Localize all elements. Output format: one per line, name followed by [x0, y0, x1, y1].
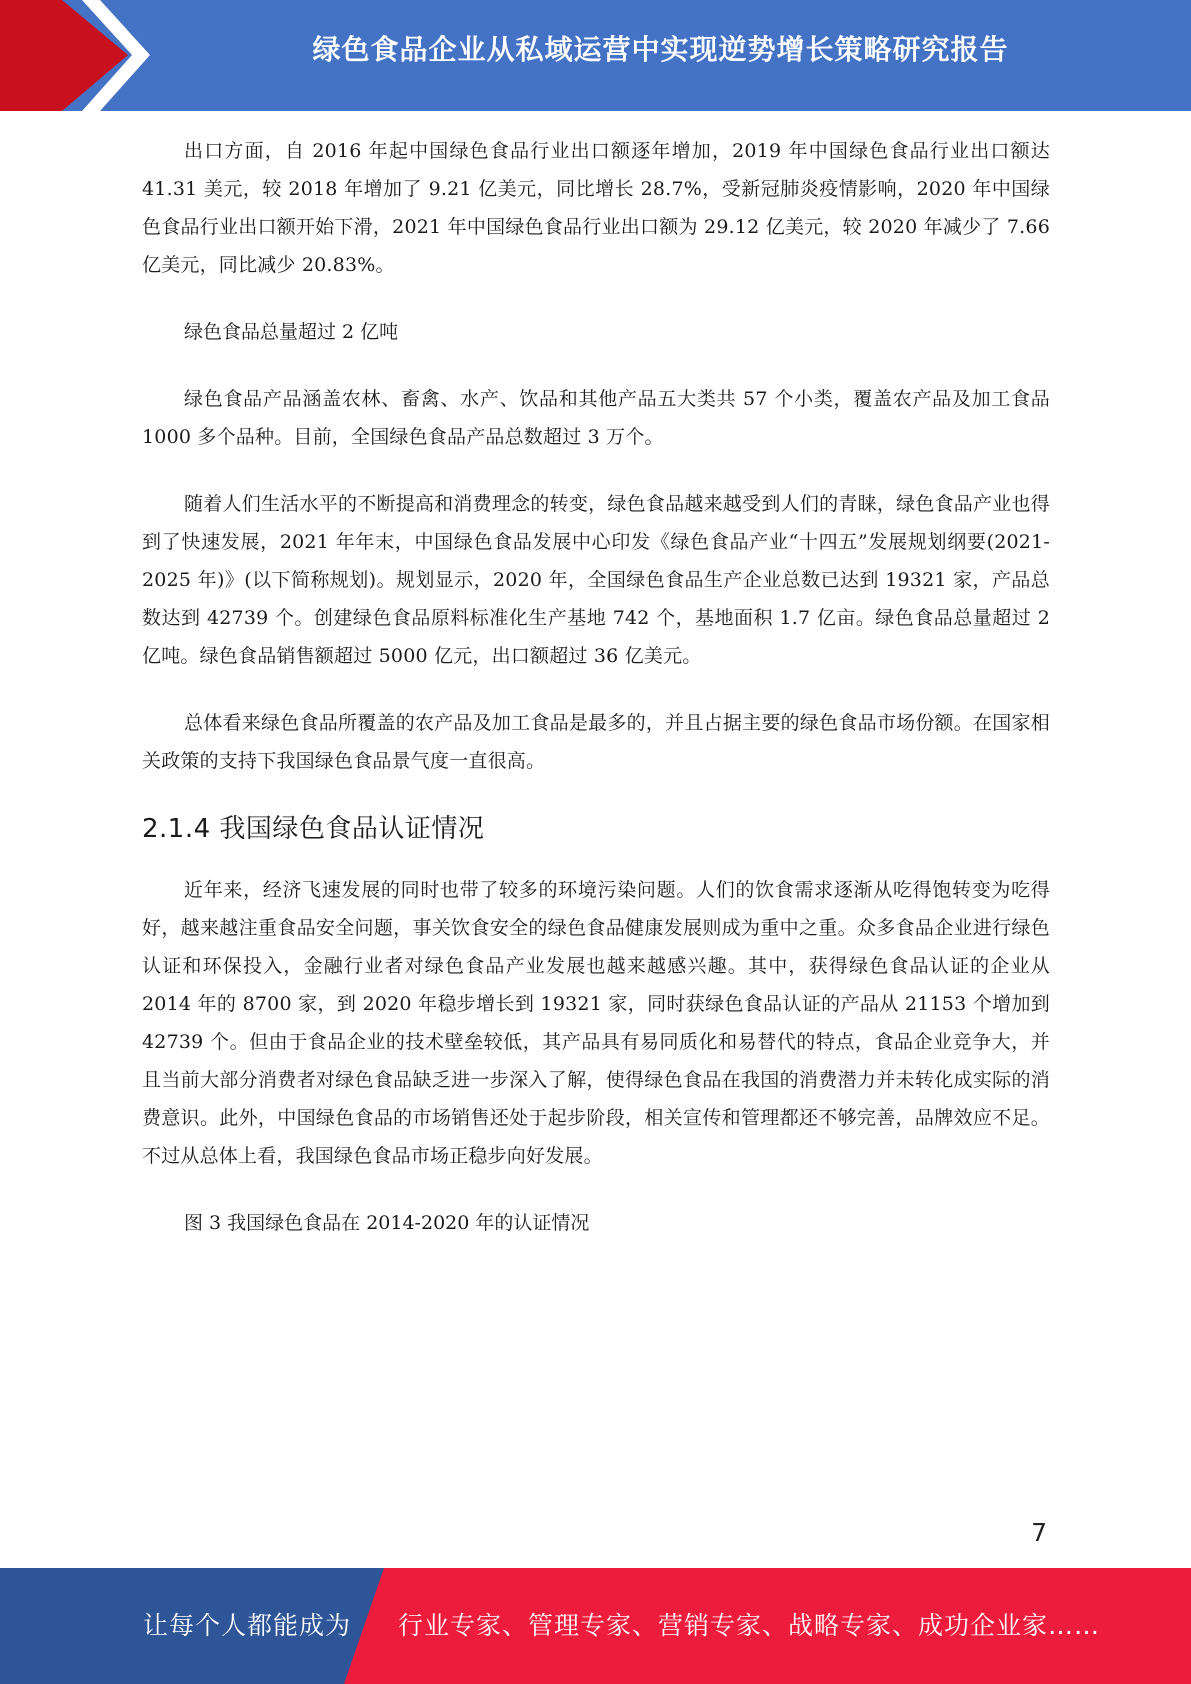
figure-caption: 图 3 我国绿色食品在 2014-2020 年的认证情况	[184, 1212, 590, 1234]
footer-slogan-left: 让每个人都能成为	[143, 1611, 352, 1640]
page-header-banner	[0, 0, 1191, 111]
paragraph-export: 出口方面，自 2016 年起中国绿色食品行业出口额逐年增加，2019 年中国绿色食品行业出口额达 41.31 美元，较 2018 年增加了 9.21 亿美元，同比增长 28.7%，受新冠肺炎疫情影响，2020 年中国绿色食品行业出口额开始下滑，2021 年中国绿色食品行业出口额为 29.12 亿美元，较 2020 年减少了 7.66 亿美元，同比减少 20.83%。	[142, 140, 1050, 276]
page-footer-banner	[0, 1568, 1191, 1684]
section-heading-certification: 2.1.4 我国绿色食品认证情况	[142, 814, 485, 844]
paragraph-development: 随着人们生活水平的不断提高和消费理念的转变，绿色食品越来越受到人们的青睐，绿色食品产业也得到了快速发展，2021 年年末，中国绿色食品发展中心印发《绿色食品产业“十四五”发展规划纲要(2021-2025 年)》(以下简称规划)。规划显示，2020 年，全国绿色食品生产企业总数已达到 19321 家，产品总数达到 42739 个。创建绿色食品原料标准化生产基地 742 个，基地面积 1.7 亿亩。绿色食品总量超过 2 亿吨。绿色食品销售额超过 5000 亿元，出口额超过 36 亿美元。	[142, 493, 1050, 667]
paragraph-certification: 近年来，经济飞速发展的同时也带了较多的环境污染问题。人们的饮食需求逐渐从吃得饱转变为吃得好，越来越注重食品安全问题，事关饮食安全的绿色食品健康发展则成为重中之重。众多食品企业进行绿色认证和环保投入，金融行业者对绿色食品产业发展也越来越感兴趣。其中，获得绿色食品认证的企业从 2014 年的 8700 家，到 2020 年稳步增长到 19321 家，同时获绿色食品认证的产品从 21153 个增加到 42739 个。但由于食品企业的技术壁垒较低，其产品具有易同质化和易替代的特点，食品企业竞争大，并且当前大部分消费者对绿色食品缺乏进一步深入了解，使得绿色食品在我国的消费潜力并未转化成实际的消费意识。此外，中国绿色食品的市场销售还处于起步阶段，相关宣传和管理都还不够完善，品牌效应不足。不过从总体上看，我国绿色食品市场正稳步向好发展。	[142, 879, 1050, 1167]
page-content	[142, 132, 1050, 1242]
footer-slogan-right: 行业专家、管理专家、营销专家、战略专家、成功企业家……	[398, 1611, 1101, 1640]
subheading-total-volume: 绿色食品总量超过 2 亿吨	[184, 321, 399, 343]
paragraph-overall: 总体看来绿色食品所覆盖的农产品及加工食品是最多的，并且占据主要的绿色食品市场份额。在国家相关政策的支持下我国绿色食品景气度一直很高。	[142, 712, 1050, 772]
paragraph-products: 绿色食品产品涵盖农林、畜禽、水产、饮品和其他产品五大类共 57 个小类，覆盖农产品及加工食品 1000 多个品种。目前，全国绿色食品产品总数超过 3 万个。	[142, 388, 1050, 448]
report-title: 绿色食品企业从私域运营中实现逆势增长策略研究报告	[312, 33, 1009, 66]
page-number: 7	[1031, 1518, 1047, 1547]
